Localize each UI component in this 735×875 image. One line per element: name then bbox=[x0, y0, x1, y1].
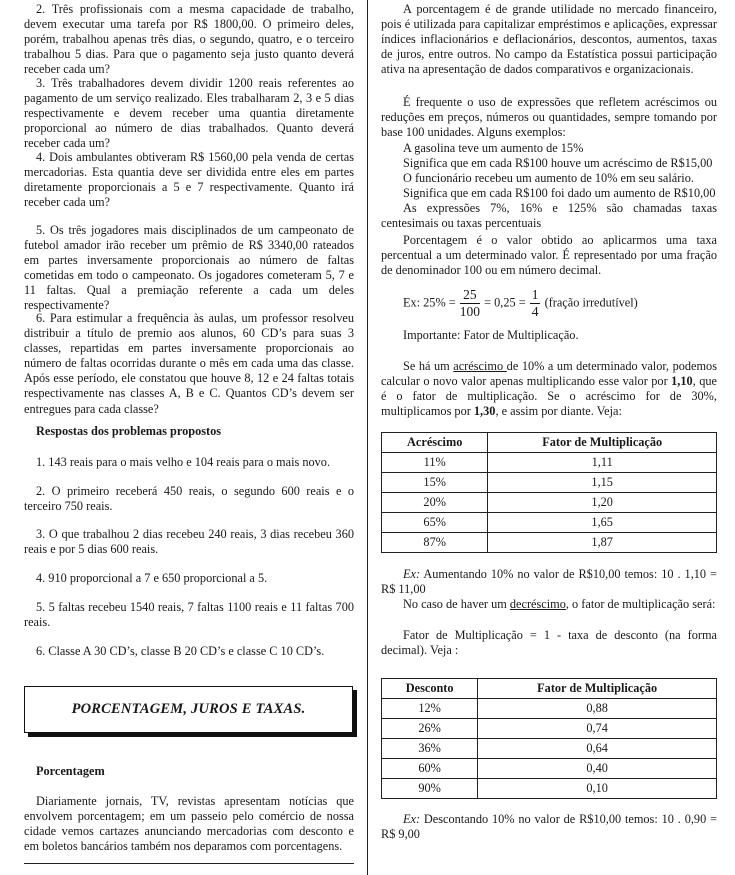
cell: 15% bbox=[382, 473, 488, 493]
cell: 0,10 bbox=[478, 779, 717, 799]
fator-desconto-line: Fator de Multiplicação = 1 - taxa de desconto (na forma decimal). Veja : bbox=[381, 628, 717, 658]
section-title-box bbox=[24, 686, 353, 733]
fraction-denominator: 4 bbox=[531, 304, 539, 319]
table-row bbox=[382, 453, 717, 473]
answer-2: 2. O primeiro receberá 450 reais, o segundo 600 reais e o terceiro 750 reais. bbox=[24, 484, 354, 514]
example-desconto bbox=[381, 812, 717, 842]
cell: 1,87 bbox=[488, 533, 717, 553]
fraction-25-100 bbox=[460, 287, 480, 320]
header-acrescimo: Acréscimo bbox=[382, 433, 488, 453]
paragraph-1: A porcentagem é de grande utilidade no mercado financeiro, pois é utilizada para capitalizar empréstimos e aplicações, expressar índices inflacionários e deflacionários, descontos, aumentos, taxas de juros, entre outros. No campo da Estatística possui participação ativa na apresentação de dados comparativos e organizacionais. bbox=[381, 2, 717, 77]
table-row bbox=[382, 759, 717, 779]
cell: 0,74 bbox=[478, 719, 717, 739]
text-run: Se há um bbox=[403, 359, 454, 373]
fraction-denominator: 100 bbox=[459, 304, 481, 319]
decrescimo-line bbox=[381, 597, 717, 612]
cell: 36% bbox=[382, 739, 478, 759]
example-1-meaning: Significa que em cada R$100 houve um acréscimo de R$15,00 bbox=[403, 156, 713, 170]
cell: 65% bbox=[382, 513, 488, 533]
section-title: PORCENTAGEM, JUROS E TAXAS. bbox=[71, 700, 306, 717]
bottom-rule bbox=[24, 863, 354, 864]
problem-5: 5. Os três jogadores mais disciplinados de um campeonato de futebol amador irão receber um prêmio de R$ 3340,00 rateados em partes inversamente proporcionais ao número de faltas cometidas em todo o campeonato. Os jogadores cometeram 5, 7 e 11 faltas. Qual a premiação referente a cada um deles respectivamente? bbox=[24, 223, 354, 313]
acrescimo-paragraph bbox=[381, 359, 717, 419]
text-run: Descontando 10% no valor de R$10,00 temos: 10 . 0,90 = R$ 9,00 bbox=[381, 812, 717, 842]
table-header-row bbox=[382, 679, 717, 699]
cell: 1,15 bbox=[488, 473, 717, 493]
answer-5: 5. 5 faltas recebeu 1540 reais, 7 faltas 1100 reais e 11 faltas 700 reais. bbox=[24, 600, 354, 630]
paragraph-2: É frequente o uso de expressões que refletem acréscimos ou reduções em preços, números ou quantidades, sempre tomando por base 100 unidades. Alguns exemplos: bbox=[381, 95, 717, 140]
fraction-numerator: 1 bbox=[531, 287, 539, 302]
table-row bbox=[382, 493, 717, 513]
cell: 0,64 bbox=[478, 739, 717, 759]
table-row bbox=[382, 699, 717, 719]
cell: 1,65 bbox=[488, 513, 717, 533]
acrescimo-table bbox=[381, 432, 717, 553]
formula-prefix: Ex: 25% = bbox=[403, 295, 456, 310]
intro-paragraph: Diariamente jornais, TV, revistas apresentam notícias que envolvem porcentagem; em um passeio pelo comércio de nossa cidade vemos cartazes anunciando mercadorias com desconto e em boletos bancários também nos deparamos com porcentagens. bbox=[24, 794, 354, 854]
header-fator: Fator de Multiplicação bbox=[478, 679, 717, 699]
problem-6: 6. Para estimular a frequência às aulas, um professor resolveu distribuir a título de premio aos alunos, 60 CD’s para suas 3 classes, repartidas em partes inversamente proporcionais ao número de faltas ocorridas durante o mês em cada uma das classe. Após esse período, ele constatou que houve 8, 12 e 24 faltas totais respectivamente nas classes A, B e C. Quantos CD’s devem ser entregues para cada classe? bbox=[24, 311, 354, 416]
problem-2: 2. Três profissionais com a mesma capacidade de trabalho, devem executar uma tarefa por R$ 1800,00. O primeiro deles, porém, trabalhou apenas três dias, o segundo, quatro, e o terceiro trabalhou 5 dias. Para que o pagamento seja justo quanto deverá receber cada um? bbox=[24, 2, 354, 77]
cell: 26% bbox=[382, 719, 478, 739]
cell: 87% bbox=[382, 533, 488, 553]
column-divider bbox=[367, 0, 368, 875]
text-run: de 10% a um determinado valor, podemos calcular o novo valor apenas multiplicando esse valor por bbox=[381, 359, 717, 389]
text-run: , e assim por diante. Veja: bbox=[495, 404, 622, 419]
table-row bbox=[382, 779, 717, 799]
table-row bbox=[382, 513, 717, 533]
ex-label: Ex: bbox=[403, 567, 421, 581]
fraction-1-4 bbox=[530, 287, 541, 320]
text-run: , o fator de multiplicação será: bbox=[565, 597, 716, 611]
text-run: Aumentando 10% no valor de R$10,00 temos: 10 . 1,10 = R$ 11,00 bbox=[381, 567, 717, 597]
decrescimo-term: decréscimo bbox=[509, 597, 566, 611]
text-run: , que é o fator de multiplicação. Se o acréscimo for de 30%, multiplicamos por bbox=[381, 374, 717, 419]
formula-suffix: (fração irredutível) bbox=[544, 295, 638, 310]
answer-6: 6. Classe A 30 CD’s, classe B 20 CD’s e classe C 10 CD’s. bbox=[36, 644, 325, 658]
definition: Porcentagem é o valor obtido ao aplicarmos uma taxa percentual a um determinado valor. É representado por uma fração de denominador 100 ou em número decimal. bbox=[381, 233, 717, 278]
factor-value: 1,10 bbox=[671, 374, 693, 389]
cell: 60% bbox=[382, 759, 478, 779]
header-desconto: Desconto bbox=[382, 679, 478, 699]
problem-4: 4. Dois ambulantes obtiveram R$ 1560,00 pela venda de certas mercadorias. Esta quantia deve ser dividida entre eles em partes diretamente proporcionais a 5 e 7 respectivamente. Quanto irá receber cada um? bbox=[24, 150, 354, 210]
cell: 0,40 bbox=[478, 759, 717, 779]
acrescimo-term: acréscimo bbox=[453, 359, 507, 373]
table-row bbox=[382, 719, 717, 739]
text-run: No caso de haver um bbox=[403, 597, 510, 611]
ex-label: Ex: bbox=[403, 812, 421, 826]
answers-heading: Respostas dos problemas propostos bbox=[36, 424, 222, 438]
formula bbox=[381, 287, 717, 320]
sub-heading: Porcentagem bbox=[36, 764, 105, 778]
cell: 11% bbox=[382, 453, 488, 473]
example-2: O funcionário recebeu um aumento de 10% em seu salário. bbox=[403, 171, 694, 185]
answer-4: 4. 910 proporcional a 7 e 650 proporcional a 5. bbox=[36, 571, 268, 585]
example-2-meaning: Significa que em cada R$100 foi dado um aumento de R$10,00 bbox=[403, 186, 716, 200]
table-row bbox=[382, 739, 717, 759]
example-1: A gasolina teve um aumento de 15% bbox=[403, 141, 584, 155]
cell: 20% bbox=[382, 493, 488, 513]
answer-3: 3. O que trabalhou 2 dias recebeu 240 reais, 3 dias recebeu 360 reais e por 5 dias 600 reais. bbox=[24, 527, 354, 557]
cell: 12% bbox=[382, 699, 478, 719]
cell: 1,20 bbox=[488, 493, 717, 513]
problem-3: 3. Três trabalhadores devem dividir 1200 reais referentes ao pagamento de um serviço realizado. Eles trabalharam 2, 3 e 5 dias respectivamente e devem receber uma quantia diretamente proporcional ao número de dias trabalhados. Quanto deverá receber cada um? bbox=[24, 76, 354, 151]
factor-value: 1,30 bbox=[473, 404, 496, 419]
desconto-table bbox=[381, 678, 717, 799]
cell: 1,11 bbox=[488, 453, 717, 473]
taxas-line: As expressões 7%, 16% e 125% são chamadas taxas centesimais ou taxas percentuais bbox=[381, 201, 717, 231]
answer-1: 1. 143 reais para o mais velho e 104 reais para o mais novo. bbox=[36, 455, 331, 469]
table-header-row bbox=[382, 433, 717, 453]
example-aumento bbox=[381, 567, 717, 597]
formula-mid: = 0,25 = bbox=[484, 295, 526, 310]
cell: 90% bbox=[382, 779, 478, 799]
header-fator: Fator de Multiplicação bbox=[488, 433, 717, 453]
fraction-numerator: 25 bbox=[460, 287, 480, 304]
table-row bbox=[382, 533, 717, 553]
important-note: Importante: Fator de Multiplicação. bbox=[403, 328, 579, 342]
cell: 0,88 bbox=[478, 699, 717, 719]
table-row bbox=[382, 473, 717, 493]
